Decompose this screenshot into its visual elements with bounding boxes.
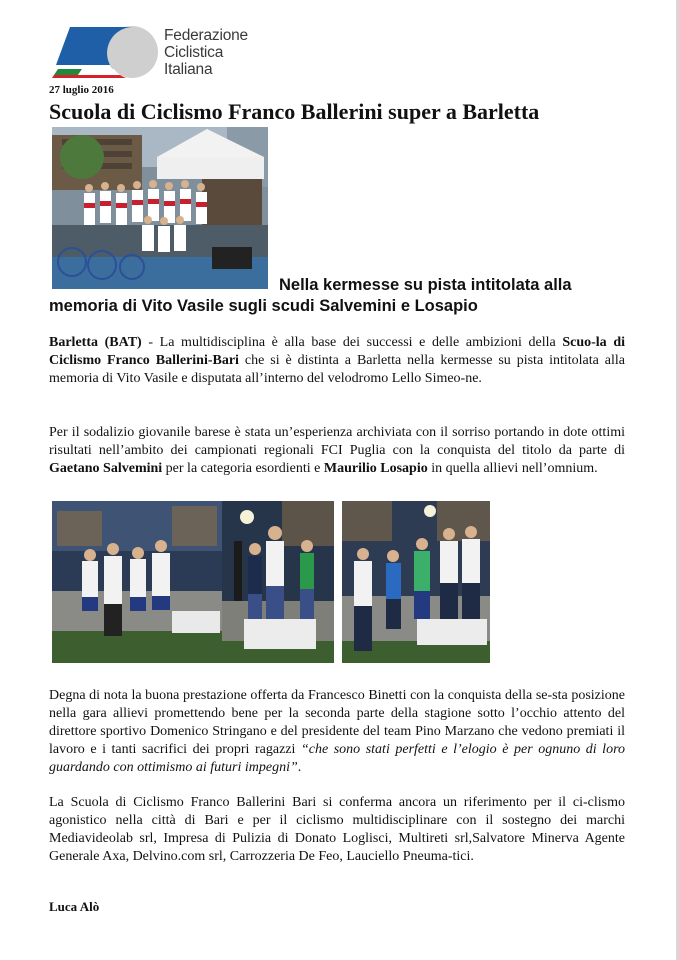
- article-date: 27 luglio 2016: [49, 84, 114, 96]
- paragraph-2: [49, 424, 625, 478]
- fci-logo-text: [164, 27, 248, 78]
- article-title: Scuola di Ciclismo Franco Ballerini super a Barletta: [49, 99, 540, 124]
- team-photo: [52, 127, 268, 289]
- paragraph-4: La Scuola di Ciclismo Franco Ballerini Bari si conferma ancora un riferimento per il ci-clismo agonistico nella città di Bari e per il ciclismo multidisciplinare con il sostegno dei marchi Mediavideolab srl, Impresa di Pulizia di Donato Loglisci, Multireti srl,Salvatore Minerva Agente Generale Axa, Delvino.com srl, Carrozzeria De Feo, Lauciello Pneuma-tici.: [49, 795, 625, 864]
- p2-text-3: in quella allievi nell’omnium.: [427, 461, 598, 476]
- logo-line-2: Ciclistica: [164, 44, 224, 61]
- p2-text-1: Per il sodalizio giovanile barese è stata un’esperienza archiviata con il sorriso portando in dote ottimi risultati nell’ambito dei campionati regionali FCI Puglia con la conquista del titolo da parte di: [49, 425, 625, 458]
- podium-photo-3: [342, 501, 490, 663]
- fci-logo: [52, 25, 162, 80]
- subtitle-line-1: Nella kermesse su pista intitolata alla: [279, 276, 572, 294]
- subtitle-line-2: memoria di Vito Vasile sugli scudi Salvemini e Losapio: [49, 297, 478, 315]
- logo-line-1: Federazione: [164, 27, 248, 44]
- p3-text-1: Degna di nota la buona prestazione offerta da Francesco Binetti con la conquista della se-sta posizione nella gara allievi promettendo bene per la seconda parte della stagione sotto l’occhio attento del direttore sportivo Domenico Stringano e del presidente del team Pino Marzano che vedono premiati il lavoro e i tanti sacrifici dei propri ragazzi: [49, 688, 625, 757]
- p1-bold-1: Scuo-la di Ciclismo Franco Ballerini-Bari: [49, 335, 625, 368]
- p2-text-2: per la categoria esordienti e: [162, 461, 324, 476]
- podium-photo-2: [222, 501, 334, 663]
- p2-bold-1: Gaetano Salvemini: [49, 461, 163, 476]
- p1-lead: Barletta (BAT): [49, 335, 142, 350]
- p2-bold-2: Maurilio Losapio: [323, 461, 428, 476]
- article-subtitle: [49, 275, 629, 317]
- p3-quote: “che sono stati perfetti e l’elogio è per ognuno di loro guardando con ottimismo ai futuri impegni”: [49, 742, 625, 775]
- p1-text-1: - La multidisciplina è alla base dei successi e delle ambizioni della: [141, 335, 563, 350]
- logo-line-3: Italiana: [164, 61, 213, 78]
- p1-text-2: che si è distinta a Barletta nella kermesse su pista intitolata alla memoria di Vito Vasile e disputata all’interno del velodromo Lello Simeo-ne.: [49, 353, 625, 386]
- article-author: Luca Alò: [49, 899, 100, 914]
- paragraph-3: [49, 687, 625, 777]
- podium-photo-1: [52, 501, 222, 663]
- paragraph-1: [49, 334, 625, 388]
- p3-text-2: .: [297, 760, 302, 775]
